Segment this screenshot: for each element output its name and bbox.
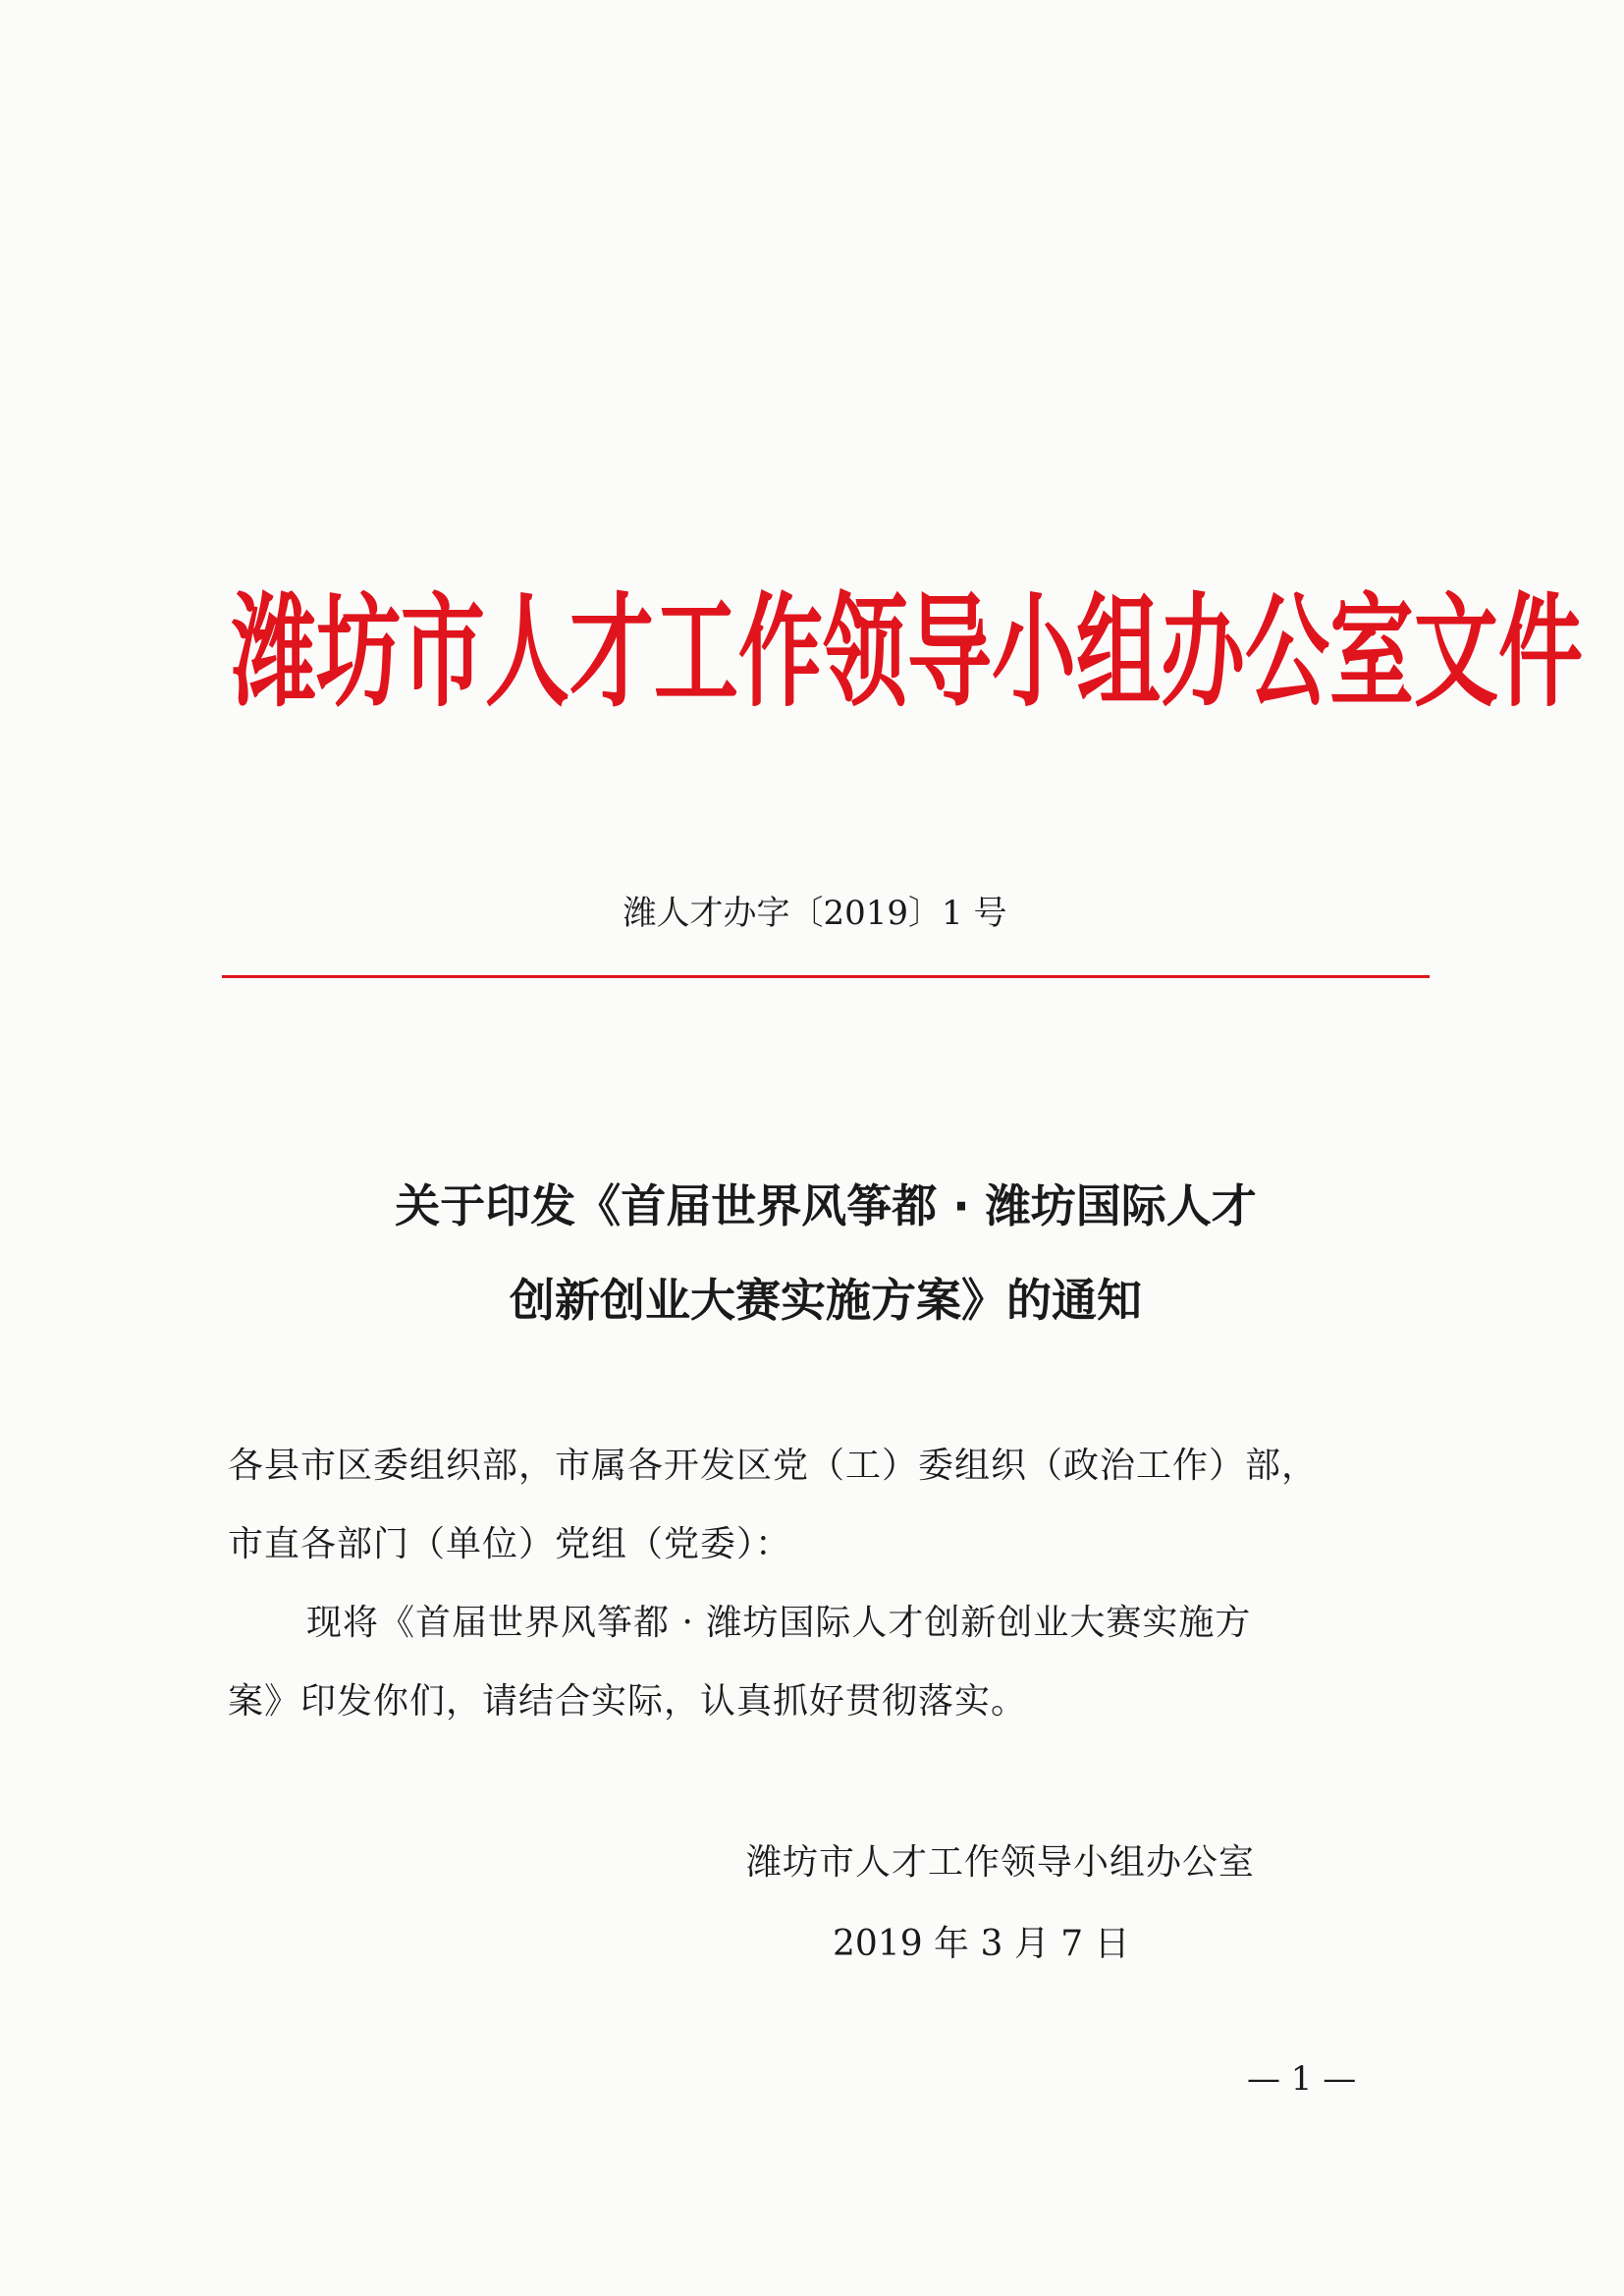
notice-title-line-1: 关于印发《首届世界风筝都 · 潍坊国际人才	[395, 1179, 1257, 1232]
document-number: 潍人才办字〔2019〕1 号	[623, 894, 1007, 933]
addressee-line-1: 各县市区委组织部，市属各开发区党（工）委组织（政治工作）部，	[228, 1446, 1319, 1486]
body-paragraph-line-2: 案》印发你们，请结合实际，认真抓好贯彻落实。	[228, 1681, 1028, 1722]
addressee-line-2: 市直各部门（单位）党组（党委）：	[228, 1524, 792, 1564]
body-paragraph-line-1: 现将《首届世界风筝都 · 潍坊国际人才创新创业大赛实施方	[306, 1603, 1252, 1643]
issuer-signature: 潍坊市人才工作领导小组办公室	[746, 1842, 1256, 1883]
notice-title-line-2: 创新创业大赛实施方案》的通知	[510, 1274, 1142, 1327]
page-number: — 1 —	[1247, 2059, 1357, 2099]
header-red-divider	[222, 975, 1430, 978]
issue-date: 2019 年 3 月 7 日	[833, 1924, 1130, 1964]
document-header-title: 潍坊市人才工作领导小组办公室文件	[232, 581, 1583, 725]
